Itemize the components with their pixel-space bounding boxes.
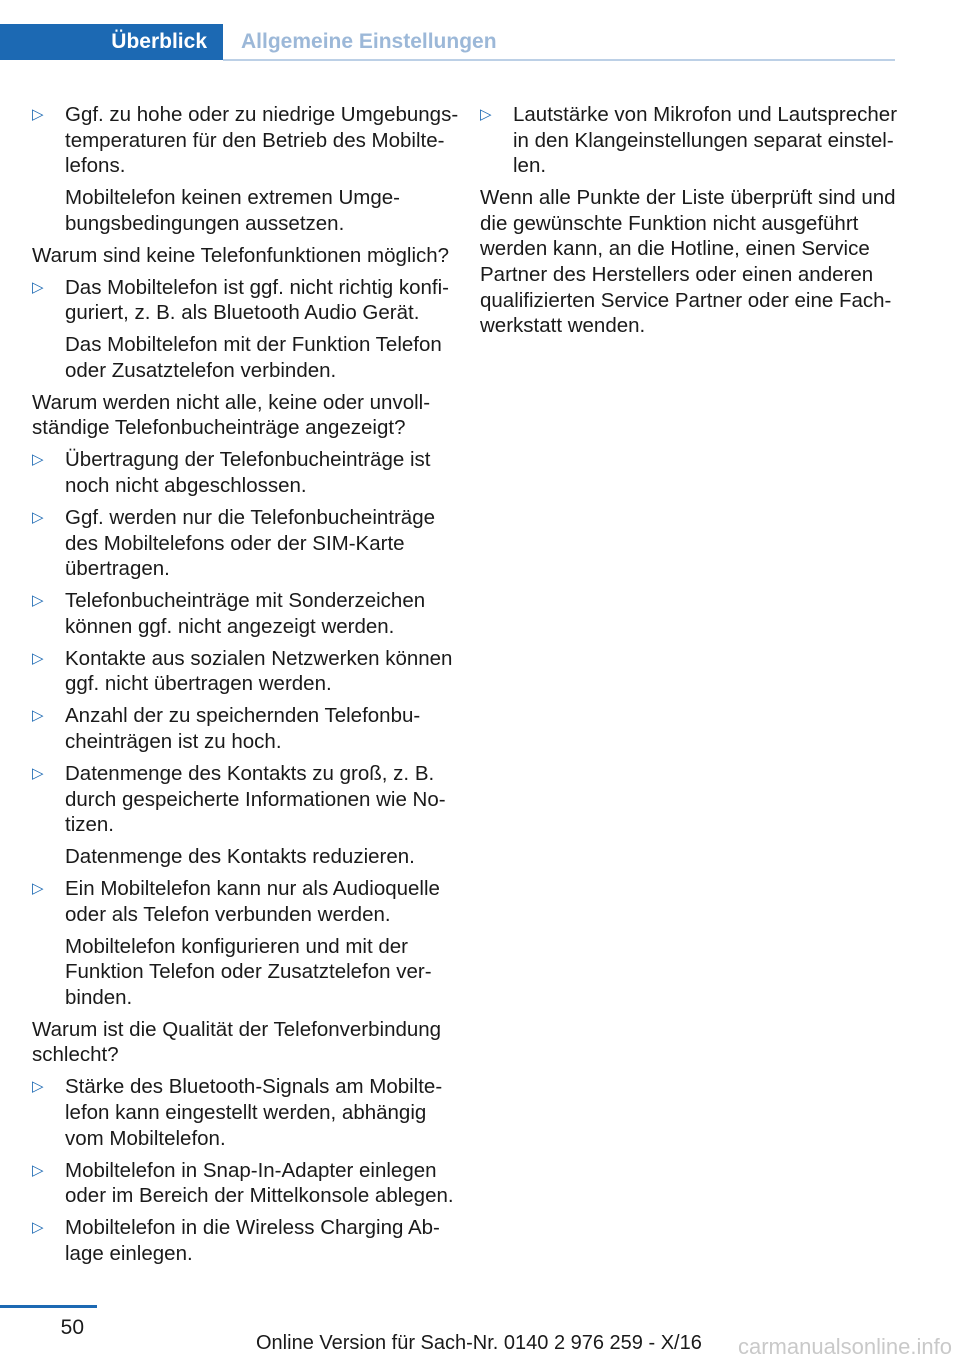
text-line: Datenmenge des Kontakts reduzieren. [65, 845, 415, 869]
item-text [513, 102, 898, 179]
left-column [32, 102, 459, 1273]
item-text [65, 646, 453, 697]
text-line: lefon kann eingestellt werden, abhängig [65, 1101, 427, 1125]
list-item [480, 102, 898, 179]
text-line: Das Mobiltelefon mit der Funktion Telefon [65, 333, 442, 357]
text-line: Mobiltelefon konfigurieren und mit der [65, 934, 408, 958]
item-text [65, 505, 450, 582]
text-line: len. [513, 154, 547, 178]
header-divider [223, 59, 895, 61]
triangle-bullet-icon: ▷ [32, 707, 44, 725]
list-item [32, 646, 453, 697]
text-line: durch gespeicherte Informationen wie No- [65, 787, 446, 811]
triangle-bullet-icon: ▷ [32, 451, 44, 469]
item-text [65, 275, 450, 326]
text-line: qualifizierten Service Partner oder eine Fach- [480, 288, 892, 312]
text-line: lage einlegen. [65, 1241, 193, 1265]
page-number: 50 [60, 1316, 84, 1339]
list-item [32, 1158, 454, 1209]
list-item [32, 505, 450, 582]
triangle-bullet-icon: ▷ [480, 106, 492, 123]
list-item [32, 588, 450, 639]
text-line: Stärke des Bluetooth-Signals am Mobilte- [65, 1075, 443, 1099]
text-line: binden. [65, 985, 133, 1009]
item-text [65, 1074, 450, 1151]
list-item [32, 703, 450, 754]
triangle-bullet-icon: ▷ [32, 1078, 44, 1096]
text-line: Mobiltelefon in die Wireless Charging Ab- [65, 1216, 440, 1240]
text-line: lefons. [65, 154, 126, 178]
text-line: übertragen. [65, 557, 170, 581]
list-item [32, 1215, 450, 1266]
triangle-bullet-icon: ▷ [32, 764, 44, 782]
item-text [65, 1215, 450, 1266]
question-heading [32, 1017, 450, 1068]
item-remedy [65, 185, 450, 236]
list-item [32, 1074, 450, 1151]
text-line: werkstatt wenden. [480, 314, 646, 338]
text-line: Das Mobiltelefon ist ggf. nicht richtig konfi- [65, 275, 449, 299]
text-line: in den Klangeinstellungen separat einstel- [513, 128, 894, 152]
item-text [65, 102, 459, 179]
text-line: Lautstärke von Mikrofon und Lautsprecher [513, 103, 898, 126]
text-line: tizen. [65, 813, 114, 837]
text-line: die gewünschte Funktion nicht ausgeführt [480, 211, 859, 235]
tab-ueberblick[interactable]: Überblick [0, 24, 223, 60]
question-heading [32, 243, 450, 269]
page-header [0, 24, 960, 62]
item-remedy [65, 332, 450, 383]
text-line: bungsbedingungen aussetzen. [65, 211, 345, 235]
text-line: Wenn alle Punkte der Liste überprüft sind und [480, 186, 896, 210]
list-item [32, 102, 459, 236]
section-title[interactable]: Allgemeine Einstellungen [241, 30, 497, 53]
text-line: des Mobiltelefons oder der SIM-Karte [65, 531, 405, 555]
triangle-bullet-icon: ▷ [32, 649, 44, 667]
list-item [32, 876, 450, 1010]
list-item [32, 447, 450, 498]
text-line: Telefonbucheinträge mit Sonderzeichen [65, 589, 426, 613]
triangle-bullet-icon: ▷ [32, 1161, 44, 1179]
question-heading [32, 390, 450, 441]
triangle-bullet-icon: ▷ [32, 509, 44, 527]
triangle-bullet-icon: ▷ [32, 1219, 44, 1237]
text-line: Funktion Telefon oder Zusatztelefon ver- [65, 960, 432, 984]
triangle-bullet-icon: ▷ [32, 592, 44, 610]
text-line: Partner des Herstellers oder einen anderen [480, 262, 874, 286]
item-text [65, 1158, 454, 1209]
list-item [32, 761, 450, 870]
text-line: Übertragung der Telefonbucheinträge ist [65, 448, 431, 472]
watermark: carmanualsonline.info [737, 1334, 952, 1359]
text-line: ggf. nicht übertragen werden. [65, 672, 332, 696]
text-line: oder als Telefon verbunden werden. [65, 902, 391, 926]
text-line: oder im Bereich der Mittelkonsole ablegen. [65, 1184, 454, 1208]
text-line: Mobiltelefon keinen extremen Umge- [65, 186, 400, 210]
text-line: schlecht? [32, 1043, 119, 1067]
text-line: Datenmenge des Kontakts zu groß, z. B. [65, 761, 435, 785]
text-line: Warum sind keine Telefonfunktionen möglich? [32, 243, 450, 267]
text-line: Ggf. werden nur die Telefonbucheinträge [65, 506, 436, 530]
text-line: werden kann, an die Hotline, einen Service [480, 237, 870, 261]
text-line: cheinträgen ist zu hoch. [65, 729, 282, 753]
triangle-bullet-icon: ▷ [32, 106, 44, 123]
item-remedy [65, 844, 450, 870]
text-line: Anzahl der zu speichernden Telefonbu- [65, 704, 421, 728]
item-text [65, 447, 450, 498]
item-text [65, 703, 450, 754]
list-item [32, 275, 450, 384]
item-text [65, 761, 450, 838]
text-line: Warum werden nicht alle, keine oder unvoll- [32, 390, 431, 414]
footer-divider [0, 1305, 97, 1308]
item-text [65, 876, 450, 927]
text-line: Kontakte aus sozialen Netzwerken können [65, 646, 453, 670]
text-line: guriert, z. B. als Bluetooth Audio Gerät. [65, 301, 420, 325]
text-line: Ein Mobiltelefon kann nur als Audioquelle [65, 877, 440, 901]
closing-paragraph [480, 185, 895, 339]
text-line: Mobiltelefon in Snap-In-Adapter einlegen [65, 1158, 437, 1182]
text-line: vom Mobiltelefon. [65, 1126, 226, 1150]
online-version-note: Online Version für Sach-Nr. 0140 2 976 259 - X/16 [256, 1332, 702, 1354]
triangle-bullet-icon: ▷ [32, 278, 44, 296]
right-column [480, 102, 898, 345]
text-line: können ggf. nicht angezeigt werden. [65, 614, 395, 638]
text-line: temperaturen für den Betrieb des Mobilte- [65, 128, 445, 152]
text-line: ständige Telefonbucheinträge angezeigt? [32, 416, 406, 440]
item-text [65, 588, 450, 639]
text-line: Ggf. zu hohe oder zu niedrige Umgebungs- [65, 103, 459, 126]
triangle-bullet-icon: ▷ [32, 880, 44, 898]
item-remedy [65, 934, 450, 1011]
text-line: noch nicht abgeschlossen. [65, 474, 307, 498]
text-line: oder Zusatztelefon verbinden. [65, 358, 337, 382]
text-line: Warum ist die Qualität der Telefonverbindung [32, 1017, 442, 1041]
